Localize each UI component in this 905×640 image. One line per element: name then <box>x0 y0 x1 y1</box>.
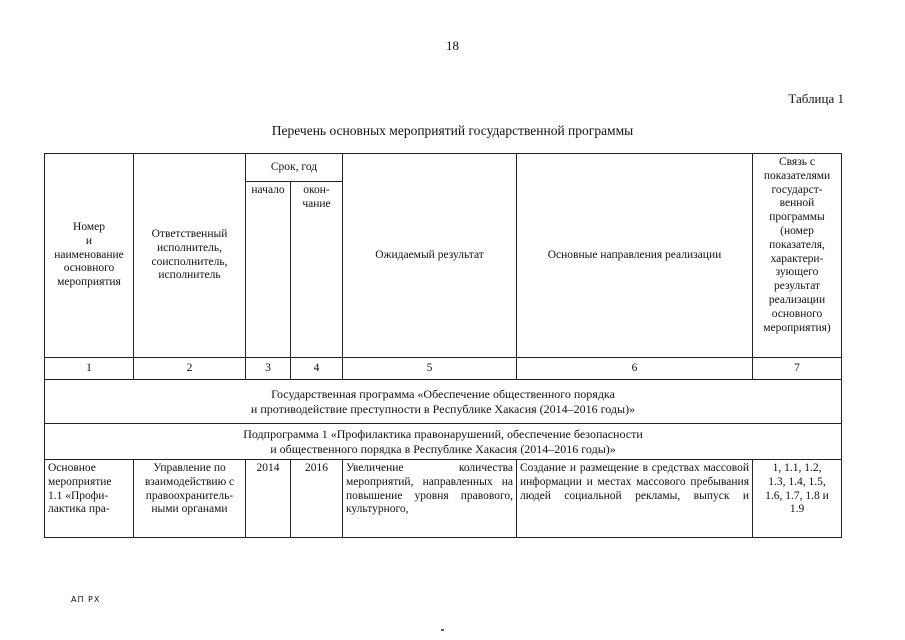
column-number: 3 <box>246 358 291 380</box>
measure-directions: Создание и размещение в средствах массовой информации и местах массового пребывания людей социальной рекламы, выпуск и <box>517 460 753 538</box>
column-number: 5 <box>343 358 517 380</box>
measure-expected-result: Увеличение количества мероприятий, направленных на повышение уровня правового, культурного, <box>343 460 517 538</box>
measure-end-year: 2016 <box>291 460 343 538</box>
header-expected-result: Ожидаемый результат <box>343 154 517 358</box>
header-start: начало <box>246 182 291 358</box>
header-end: окон- чание <box>291 182 343 358</box>
column-number: 2 <box>134 358 246 380</box>
document-title: Перечень основных мероприятий государственной программы <box>271 123 634 138</box>
footer-mark: АП РХ <box>71 595 101 604</box>
measure-start-year: 2014 <box>246 460 291 538</box>
table-row <box>45 460 842 538</box>
column-number: 1 <box>45 358 134 380</box>
header-number-name: Номер и наименование основного мероприятия <box>45 154 134 358</box>
measure-indicators: 1, 1.1, 1.2, 1.3, 1.4, 1.5, 1.6, 1.7, 1.8 и 1.9 <box>753 460 842 538</box>
column-numbers-row <box>45 358 842 380</box>
column-number: 7 <box>753 358 842 380</box>
table-caption: Таблица 1 <box>788 91 844 106</box>
header-term: Срок, год <box>246 154 343 182</box>
page-number: 18 <box>446 38 459 53</box>
header-executor: Ответственный исполнитель, соисполнитель, исполнитель <box>134 154 246 358</box>
measure-name: Основное мероприятие 1.1 «Профи- лактика пра- <box>45 460 134 538</box>
column-number: 4 <box>291 358 343 380</box>
program-row: Государственная программа «Обеспечение общественного порядка и противодействие преступности в Республике Хакасия (2014–2016 годы)» <box>45 380 842 424</box>
subprogram-row: Подпрограмма 1 «Профилактика правонарушений, обеспечение безопасности и общественного порядка в Республике Хакасия (2014–2016 годы)» <box>45 424 842 460</box>
measures-table <box>44 153 842 538</box>
header-directions: Основные направления реализации <box>517 154 753 358</box>
scan-speck <box>441 629 444 631</box>
column-number: 6 <box>517 358 753 380</box>
measure-executor: Управление по взаимодействию с правоохранитель- ными органами <box>134 460 246 538</box>
header-indicators: Связь с показателями государст- венной программы (номер показателя, характери- зующего результат реализации основного мероприятия) <box>753 154 842 358</box>
